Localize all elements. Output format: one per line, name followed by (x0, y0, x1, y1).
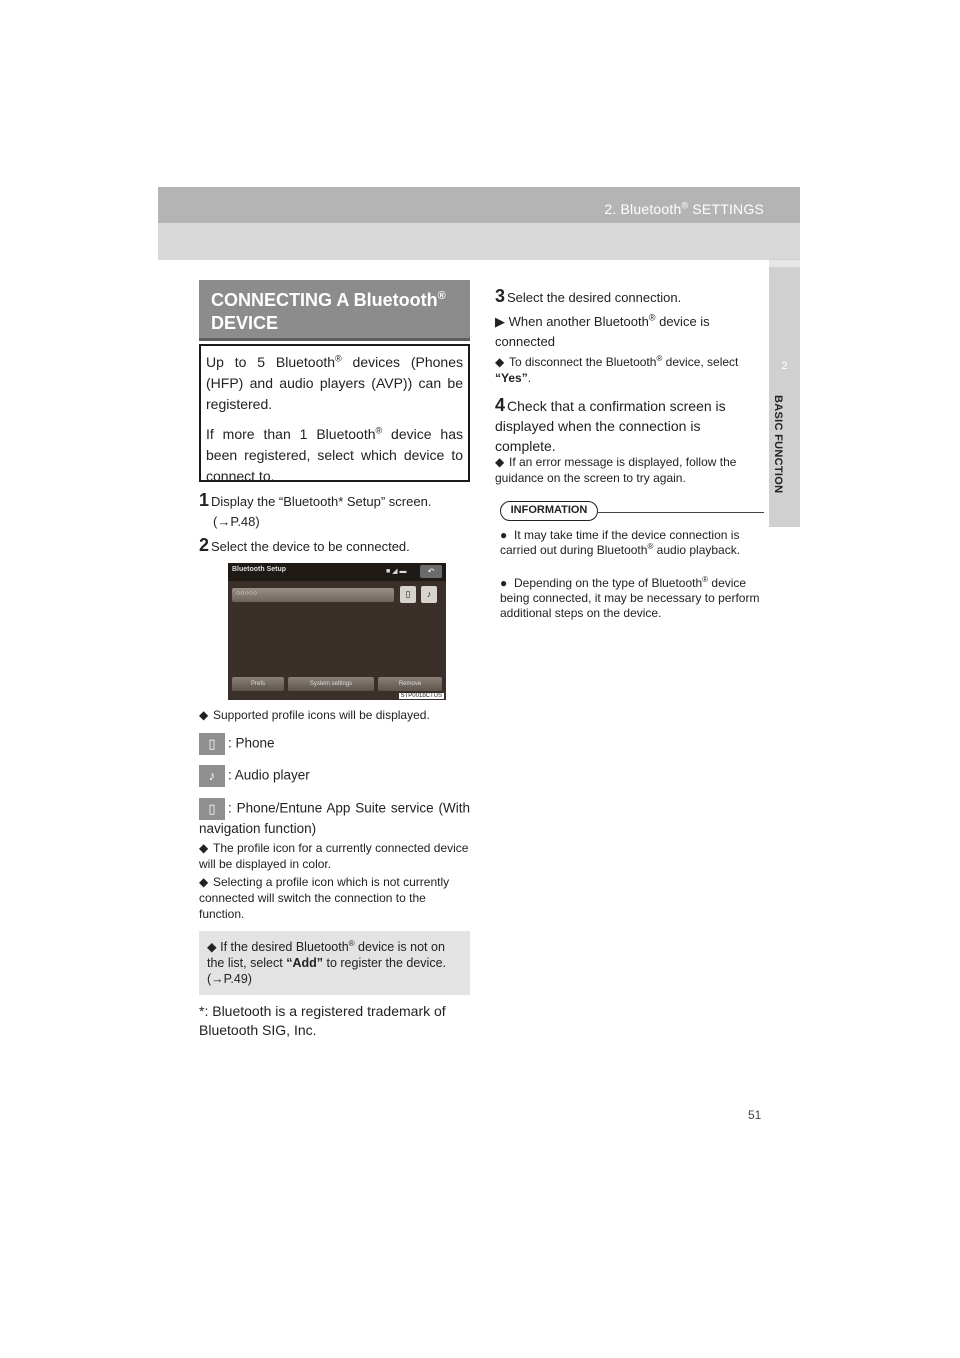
profile-intro: ◆ Supported profile icons will be displayed. (199, 708, 430, 722)
image-code: STP001bCTUS (400, 693, 442, 699)
information-label: INFORMATION (500, 501, 598, 521)
information-rule (597, 512, 764, 513)
information-item-2: ● Depending on the type of Bluetooth® device being connected, it may be necessary to perform additional steps on the device. (500, 575, 760, 620)
bluetooth-setup-screenshot (228, 563, 446, 700)
step-1-reference: (→P.48) (213, 514, 260, 529)
intro-box (199, 344, 470, 482)
entune-profile-line: ▯ : Phone/Entune App Suite service (With navigation function) (199, 798, 470, 838)
step-3: 3 Select the desired connection. (495, 286, 682, 306)
step-1: 1 Display the “Bluetooth* Setup” screen. (→P.48) (199, 490, 432, 529)
section-heading (199, 280, 470, 341)
prefs-button: Prefs (232, 677, 284, 691)
phone-profile-icon: ▯ (400, 586, 416, 603)
error-note: ◆ If an error message is displayed, follow the guidance on the screen to try again. (495, 455, 737, 485)
music-note-icon: ♪ (199, 765, 225, 787)
intro-paragraph-1: Up to 5 Bluetooth® devices (Phones (HFP) and audio players (AVP)) can be registered. (206, 353, 463, 412)
page-header (158, 187, 800, 260)
profile-note-2: ◆ Selecting a profile icon which is not currently connected will switch the connection to the function. (199, 875, 450, 921)
system-settings-button: System settings (288, 677, 374, 691)
page-number: 51 (748, 1108, 762, 1122)
header-title: 2. Bluetooth® SETTINGS (604, 200, 764, 217)
step-2: 2 Select the device to be connected. (199, 535, 410, 555)
chapter-tab-strip (769, 260, 800, 267)
another-device-connected: ▶ When another Bluetooth® device is connected (495, 312, 710, 349)
intro-paragraph-2: If more than 1 Bluetooth® device has been registered, select which device to connect to. (206, 425, 463, 484)
device-row: ○○○○○ (232, 588, 394, 602)
chapter-number: 2 (781, 360, 788, 372)
disconnect-note: ◆ To disconnect the Bluetooth® device, select “Yes”. (495, 354, 739, 385)
trademark-footnote: *: Bluetooth is a registered trademark of Bluetooth SIG, Inc. (199, 1003, 446, 1038)
audio-profile-line: ♪ : Audio player (199, 765, 310, 787)
phone-profile-line: ▯ : Phone (199, 733, 275, 755)
screen-title-bar (228, 563, 446, 581)
section-title: CONNECTING A Bluetooth® DEVICE (211, 290, 446, 333)
signal-icon: ■ ◢ ▬ (386, 568, 407, 575)
phone-icon: ▯ (199, 733, 225, 755)
profile-note-1: ◆ The profile icon for a currently connected device will be displayed in color. (199, 841, 469, 871)
back-icon: ↶ (420, 565, 442, 578)
information-item-1: ● It may take time if the device connection is carried out during Bluetooth® audio playback. (500, 528, 741, 557)
step-4: 4 Check that a confirmation screen is displayed when the connection is complete. (495, 395, 726, 454)
screen-title: Bluetooth Setup (232, 566, 287, 573)
add-device-note: ◆ If the desired Bluetooth® device is not on the list, select “Add” to register the device. (→P.49) (199, 931, 470, 995)
audio-profile-icon: ♪ (421, 586, 437, 603)
remove-button: Remove (378, 677, 442, 691)
chapter-label: BASIC FUNCTION (772, 395, 784, 494)
header-strip (158, 187, 800, 223)
phone-entune-icon: ▯ (199, 798, 225, 820)
